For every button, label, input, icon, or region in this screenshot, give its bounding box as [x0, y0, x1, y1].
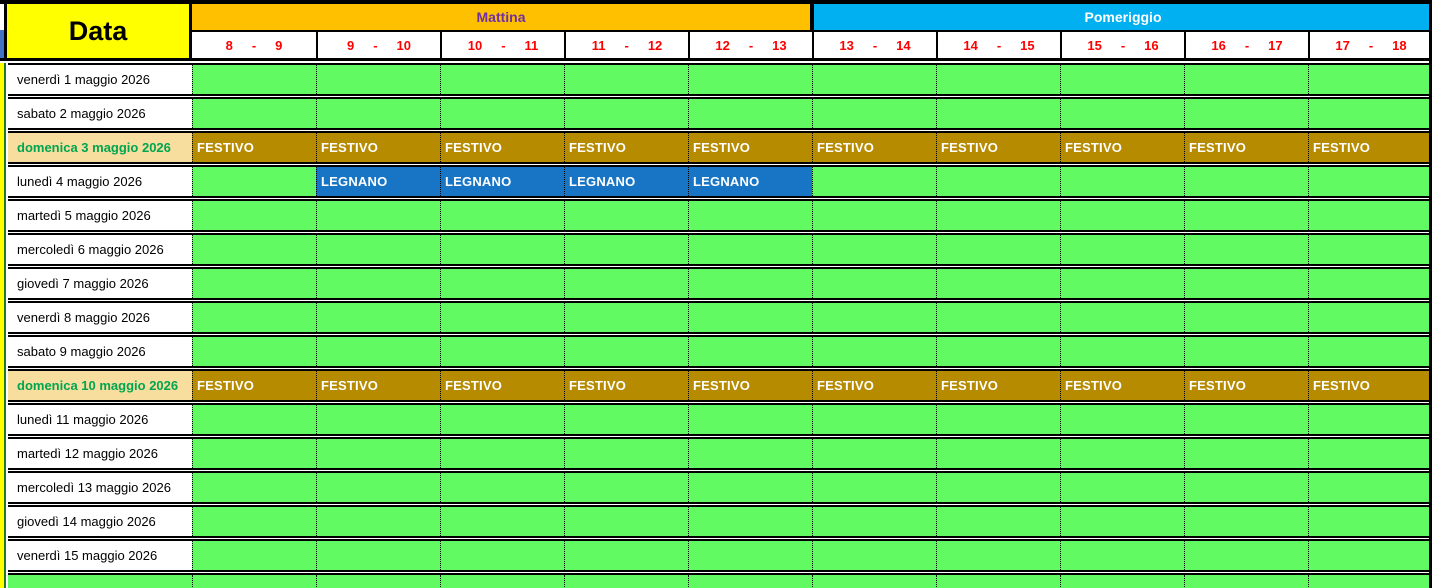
schedule-row — [8, 199, 1432, 232]
slot-cell-legnano[interactable]: LEGNANO — [316, 167, 440, 196]
slot-cell-free[interactable] — [812, 541, 936, 570]
slot-cell-free[interactable] — [1184, 303, 1308, 332]
date-cell[interactable]: martedì 5 maggio 2026 — [8, 201, 192, 230]
slot-cell-festivo[interactable]: FESTIVO — [316, 133, 440, 162]
time-to: 15 — [1020, 37, 1035, 53]
partial-next-row — [8, 573, 1432, 588]
slot-cell-free[interactable] — [1308, 507, 1432, 536]
slot-cell-festivo[interactable]: FESTIVO — [688, 371, 812, 400]
date-cell[interactable]: lunedì 4 maggio 2026 — [8, 167, 192, 196]
slot-cell-free[interactable] — [1184, 167, 1308, 196]
time-slot-header — [688, 32, 812, 58]
slot-cell-free[interactable] — [564, 201, 688, 230]
time-dash: - — [251, 37, 257, 53]
slot-cell-free[interactable] — [564, 439, 688, 468]
time-dash: - — [872, 37, 878, 53]
slot-cell-festivo[interactable]: FESTIVO — [564, 133, 688, 162]
date-cell[interactable]: venerdì 8 maggio 2026 — [8, 303, 192, 332]
slot-cell-free[interactable] — [1060, 269, 1184, 298]
date-cell[interactable]: sabato 2 maggio 2026 — [8, 99, 192, 128]
slot-cell-free[interactable] — [440, 439, 564, 468]
time-slot-header — [812, 32, 936, 58]
slot-cell-free[interactable] — [192, 201, 316, 230]
time-dash: - — [1368, 37, 1374, 53]
slot-cell-free[interactable] — [1060, 473, 1184, 502]
morning-period-header: Mattina — [192, 4, 810, 30]
time-slot-header — [440, 32, 564, 58]
time-from: 9 — [346, 37, 355, 53]
slot-cell-free[interactable] — [192, 303, 316, 332]
slot-cell-free[interactable] — [688, 405, 812, 434]
slot-cell-festivo[interactable]: FESTIVO — [316, 371, 440, 400]
slot-cell-free[interactable] — [936, 99, 1060, 128]
time-to: 16 — [1144, 37, 1159, 53]
slot-cell-festivo[interactable]: FESTIVO — [440, 133, 564, 162]
schedule-row — [8, 335, 1432, 368]
time-to: 11 — [524, 37, 539, 53]
slot-cell-free[interactable] — [1308, 99, 1432, 128]
slot-cell-free[interactable] — [936, 439, 1060, 468]
slot-cell-free[interactable] — [1060, 99, 1184, 128]
partial-slot-cell — [936, 575, 1060, 588]
slot-cell-free[interactable] — [1184, 473, 1308, 502]
slot-cell-free[interactable] — [812, 167, 936, 196]
slot-cell-free[interactable] — [936, 541, 1060, 570]
slot-cell-festivo[interactable]: FESTIVO — [1308, 371, 1432, 400]
left-gutter — [0, 63, 8, 588]
slot-cell-free[interactable] — [564, 337, 688, 366]
slot-cell-free[interactable] — [1308, 473, 1432, 502]
slot-cell-festivo[interactable]: FESTIVO — [440, 371, 564, 400]
time-dash: - — [996, 37, 1002, 53]
slot-cell-free[interactable] — [440, 201, 564, 230]
slot-cell-festivo[interactable]: FESTIVO — [1184, 371, 1308, 400]
date-cell[interactable]: martedì 12 maggio 2026 — [8, 439, 192, 468]
slot-cell-free[interactable] — [440, 507, 564, 536]
time-slot-header — [1308, 32, 1432, 58]
header — [0, 4, 1432, 58]
schedule-row — [8, 437, 1432, 470]
slot-cell-free[interactable] — [812, 303, 936, 332]
partial-slot-cell — [1308, 575, 1432, 588]
slot-cell-free[interactable] — [192, 337, 316, 366]
schedule-row — [8, 471, 1432, 504]
date-cell[interactable]: venerdì 1 maggio 2026 — [8, 65, 192, 94]
date-cell[interactable]: mercoledì 13 maggio 2026 — [8, 473, 192, 502]
slot-cell-free[interactable] — [564, 405, 688, 434]
slot-cell-free[interactable] — [688, 473, 812, 502]
slot-cell-free[interactable] — [564, 541, 688, 570]
slot-cell-free[interactable] — [192, 405, 316, 434]
slot-cell-free[interactable] — [564, 269, 688, 298]
slot-cell-free[interactable] — [1184, 269, 1308, 298]
time-to: 17 — [1268, 37, 1283, 53]
date-cell[interactable]: lunedì 11 maggio 2026 — [8, 405, 192, 434]
time-slot-header — [1060, 32, 1184, 58]
schedule-row — [8, 505, 1432, 538]
slot-cell-free[interactable] — [936, 201, 1060, 230]
slot-cell-free[interactable] — [440, 65, 564, 94]
slot-cell-free[interactable] — [688, 235, 812, 264]
partial-slot-cell — [688, 575, 812, 588]
time-dash: - — [748, 37, 754, 53]
slot-cell-free[interactable] — [812, 473, 936, 502]
slot-cell-free[interactable] — [1184, 541, 1308, 570]
time-to: 18 — [1392, 37, 1407, 53]
slot-cell-free[interactable] — [688, 337, 812, 366]
slot-cell-free[interactable] — [688, 439, 812, 468]
slot-cell-free[interactable] — [316, 303, 440, 332]
data-header-cell: Data — [4, 4, 192, 58]
slot-cell-free[interactable] — [192, 167, 316, 196]
slot-cell-free[interactable] — [936, 65, 1060, 94]
time-slot-header — [316, 32, 440, 58]
slot-cell-free[interactable] — [936, 235, 1060, 264]
time-header-row — [192, 30, 1432, 58]
slot-cell-festivo[interactable]: FESTIVO — [1308, 133, 1432, 162]
date-cell[interactable]: sabato 9 maggio 2026 — [8, 337, 192, 366]
slot-cell-free[interactable] — [440, 235, 564, 264]
slot-cell-free[interactable] — [1184, 235, 1308, 264]
slot-cell-free[interactable] — [1060, 439, 1184, 468]
slot-cell-free[interactable] — [440, 337, 564, 366]
slot-cell-free[interactable] — [564, 235, 688, 264]
slot-cell-free[interactable] — [316, 507, 440, 536]
slot-cell-free[interactable] — [1060, 201, 1184, 230]
slot-cell-free[interactable] — [1184, 507, 1308, 536]
slot-cell-free[interactable] — [564, 303, 688, 332]
partial-slot-cell — [192, 575, 316, 588]
schedule-row — [8, 165, 1432, 198]
slot-cell-free[interactable] — [564, 473, 688, 502]
time-from: 15 — [1087, 37, 1102, 53]
slot-cell-free[interactable] — [688, 541, 812, 570]
slot-cell-free[interactable] — [1184, 405, 1308, 434]
slot-cell-free[interactable] — [564, 99, 688, 128]
slot-cell-free[interactable] — [1308, 541, 1432, 570]
time-from: 11 — [591, 37, 606, 53]
slot-cell-free[interactable] — [1184, 65, 1308, 94]
slot-cell-free[interactable] — [440, 541, 564, 570]
slot-cell-free[interactable] — [1060, 405, 1184, 434]
slot-cell-free[interactable] — [192, 473, 316, 502]
slot-cell-free[interactable] — [812, 405, 936, 434]
time-to: 9 — [275, 37, 283, 53]
slot-cell-legnano[interactable]: LEGNANO — [564, 167, 688, 196]
slot-cell-free[interactable] — [812, 507, 936, 536]
slot-cell-free[interactable] — [936, 269, 1060, 298]
slot-cell-free[interactable] — [192, 269, 316, 298]
slot-cell-festivo[interactable]: FESTIVO — [1060, 371, 1184, 400]
schedule-row — [8, 301, 1432, 334]
slot-cell-free[interactable] — [564, 507, 688, 536]
slot-cell-free[interactable] — [1308, 65, 1432, 94]
schedule-body — [0, 63, 1432, 588]
schedule-row — [8, 539, 1432, 572]
period-header-row — [192, 4, 1432, 30]
slot-cell-festivo[interactable]: FESTIVO — [192, 371, 316, 400]
slot-cell-free[interactable] — [936, 337, 1060, 366]
slot-cell-free[interactable] — [440, 303, 564, 332]
slot-cell-free[interactable] — [1308, 405, 1432, 434]
partial-slot-cell — [812, 575, 936, 588]
slot-cell-free[interactable] — [316, 269, 440, 298]
slot-cell-free[interactable] — [1060, 167, 1184, 196]
time-dash: - — [373, 37, 378, 53]
slot-cell-free[interactable] — [812, 201, 936, 230]
time-from: 8 — [225, 37, 233, 53]
slot-cell-free[interactable] — [316, 235, 440, 264]
slot-cell-free[interactable] — [316, 337, 440, 366]
afternoon-period-header: Pomeriggio — [814, 4, 1432, 30]
time-from: 10 — [467, 37, 483, 53]
time-dash: - — [1244, 37, 1250, 53]
slot-cell-free[interactable] — [440, 99, 564, 128]
schedule-row — [8, 233, 1432, 266]
partial-slot-cell — [440, 575, 564, 588]
time-from: 17 — [1335, 37, 1350, 53]
slot-cell-free[interactable] — [1060, 507, 1184, 536]
time-slot-header — [1184, 32, 1308, 58]
slot-cell-festivo[interactable]: FESTIVO — [812, 133, 936, 162]
date-cell[interactable]: giovedì 7 maggio 2026 — [8, 269, 192, 298]
slot-cell-free[interactable] — [688, 303, 812, 332]
slot-cell-free[interactable] — [1308, 269, 1432, 298]
date-cell[interactable]: domenica 10 maggio 2026 — [8, 371, 192, 400]
slot-cell-free[interactable] — [316, 99, 440, 128]
schedule-rows — [8, 63, 1432, 588]
slot-cell-free[interactable] — [936, 167, 1060, 196]
slot-cell-free[interactable] — [1060, 337, 1184, 366]
slot-cell-free[interactable] — [192, 235, 316, 264]
slot-cell-free[interactable] — [192, 65, 316, 94]
slot-cell-free[interactable] — [936, 405, 1060, 434]
slot-cell-free[interactable] — [688, 269, 812, 298]
schedule-row — [8, 369, 1432, 402]
slot-cell-free[interactable] — [1184, 201, 1308, 230]
partial-slot-cell — [1060, 575, 1184, 588]
time-dash: - — [1120, 37, 1126, 53]
slot-cell-festivo[interactable]: FESTIVO — [1060, 133, 1184, 162]
partial-slot-cell — [564, 575, 688, 588]
schedule-row — [8, 97, 1432, 130]
slot-cell-free[interactable] — [688, 99, 812, 128]
time-from: 16 — [1211, 37, 1226, 53]
time-dash: - — [501, 37, 506, 53]
schedule-row — [8, 131, 1432, 164]
date-cell[interactable]: domenica 3 maggio 2026 — [8, 133, 192, 162]
slot-cell-festivo[interactable]: FESTIVO — [812, 371, 936, 400]
slot-cell-free[interactable] — [1060, 541, 1184, 570]
date-cell[interactable]: giovedì 14 maggio 2026 — [8, 507, 192, 536]
slot-cell-free[interactable] — [192, 99, 316, 128]
slot-cell-free[interactable] — [316, 541, 440, 570]
time-to: 12 — [647, 37, 663, 53]
slot-cell-festivo[interactable]: FESTIVO — [936, 133, 1060, 162]
slot-cell-free[interactable] — [440, 473, 564, 502]
partial-date-cell — [8, 575, 192, 588]
partial-slot-cell — [316, 575, 440, 588]
slot-cell-free[interactable] — [688, 201, 812, 230]
slot-cell-free[interactable] — [812, 337, 936, 366]
slot-cell-free[interactable] — [688, 507, 812, 536]
slot-cell-free[interactable] — [564, 65, 688, 94]
slot-cell-free[interactable] — [936, 473, 1060, 502]
slot-cell-free[interactable] — [1184, 439, 1308, 468]
slot-cell-free[interactable] — [1060, 303, 1184, 332]
time-slot-header — [564, 32, 688, 58]
time-to: 10 — [396, 37, 412, 53]
slot-cell-free[interactable] — [812, 235, 936, 264]
slot-cell-free[interactable] — [316, 65, 440, 94]
partial-slot-cell — [1184, 575, 1308, 588]
slot-cell-free[interactable] — [812, 439, 936, 468]
slot-cell-free[interactable] — [192, 439, 316, 468]
date-cell[interactable]: venerdì 15 maggio 2026 — [8, 541, 192, 570]
slot-cell-free[interactable] — [936, 507, 1060, 536]
slot-cell-festivo[interactable]: FESTIVO — [192, 133, 316, 162]
slot-cell-festivo[interactable]: FESTIVO — [936, 371, 1060, 400]
slot-cell-free[interactable] — [192, 507, 316, 536]
slot-cell-free[interactable] — [1060, 65, 1184, 94]
schedule-row — [8, 267, 1432, 300]
slot-cell-free[interactable] — [192, 541, 316, 570]
schedule-row — [8, 63, 1432, 96]
slot-cell-free[interactable] — [1308, 303, 1432, 332]
slot-cell-free[interactable] — [936, 303, 1060, 332]
header-right — [192, 4, 1432, 58]
time-slot-header — [192, 32, 316, 58]
slot-cell-free[interactable] — [1060, 235, 1184, 264]
slot-cell-free[interactable] — [316, 473, 440, 502]
slot-cell-free[interactable] — [1308, 439, 1432, 468]
slot-cell-free[interactable] — [812, 99, 936, 128]
date-cell[interactable]: mercoledì 6 maggio 2026 — [8, 235, 192, 264]
slot-cell-festivo[interactable]: FESTIVO — [564, 371, 688, 400]
slot-cell-free[interactable] — [688, 65, 812, 94]
time-to: 14 — [896, 37, 911, 53]
slot-cell-free[interactable] — [316, 201, 440, 230]
slot-cell-free[interactable] — [316, 405, 440, 434]
slot-cell-free[interactable] — [1308, 167, 1432, 196]
slot-cell-free[interactable] — [440, 269, 564, 298]
slot-cell-free[interactable] — [1184, 99, 1308, 128]
schedule-row — [8, 403, 1432, 436]
time-from: 14 — [963, 37, 978, 53]
slot-cell-free[interactable] — [316, 439, 440, 468]
slot-cell-free[interactable] — [812, 269, 936, 298]
slot-cell-free[interactable] — [440, 405, 564, 434]
time-dash: - — [624, 37, 629, 53]
slot-cell-free[interactable] — [1308, 235, 1432, 264]
slot-cell-free[interactable] — [812, 65, 936, 94]
time-from: 13 — [839, 37, 854, 53]
slot-cell-festivo[interactable]: FESTIVO — [688, 133, 812, 162]
slot-cell-free[interactable] — [1184, 337, 1308, 366]
time-from: 12 — [715, 37, 730, 53]
slot-cell-free[interactable] — [1308, 337, 1432, 366]
slot-cell-festivo[interactable]: FESTIVO — [1184, 133, 1308, 162]
slot-cell-legnano[interactable]: LEGNANO — [440, 167, 564, 196]
time-slot-header — [936, 32, 1060, 58]
slot-cell-free[interactable] — [1308, 201, 1432, 230]
time-to: 13 — [772, 37, 787, 53]
slot-cell-legnano[interactable]: LEGNANO — [688, 167, 812, 196]
